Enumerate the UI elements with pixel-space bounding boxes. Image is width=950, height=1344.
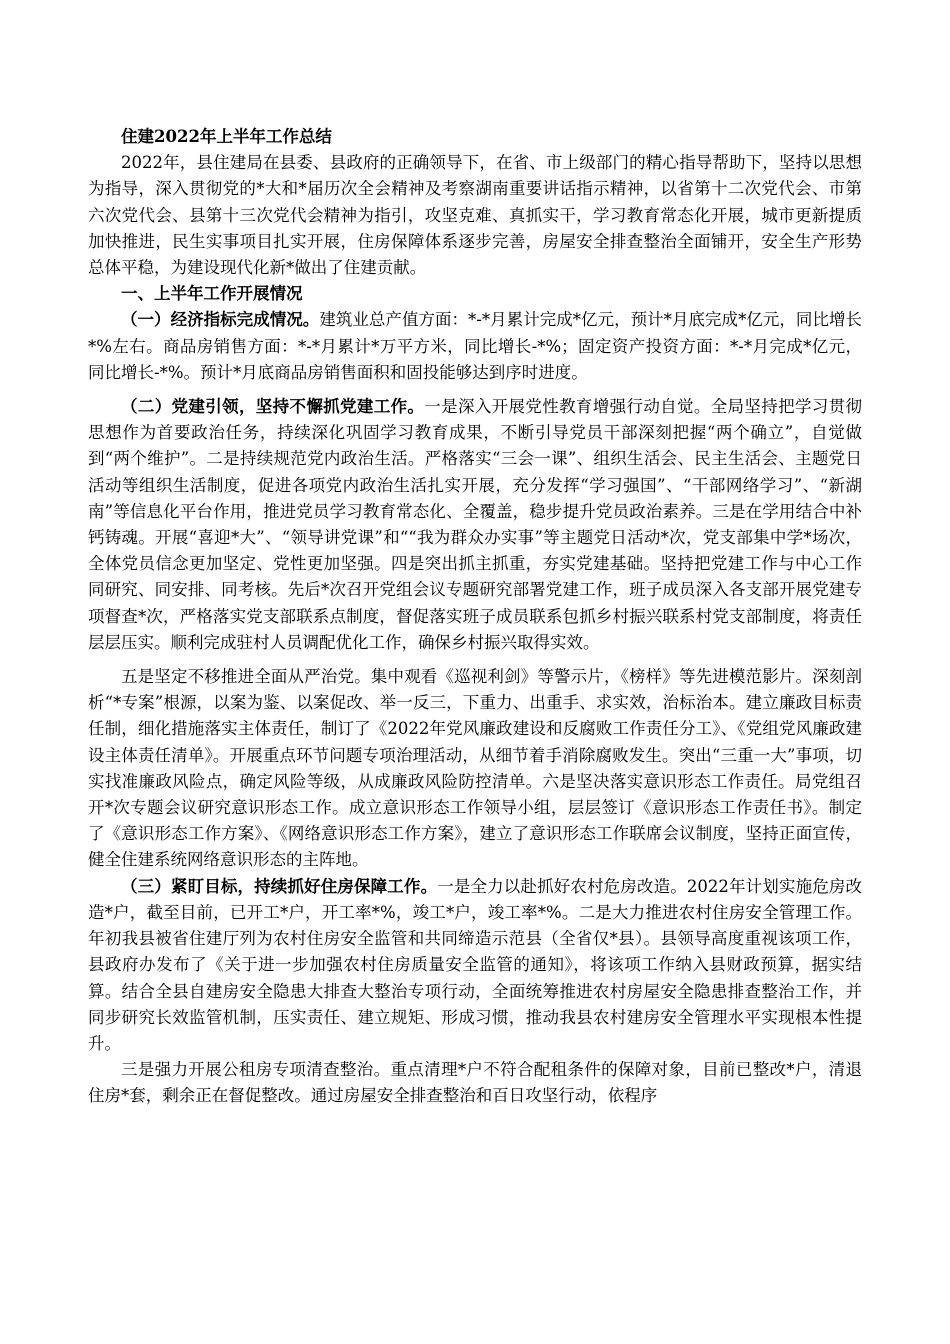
document-page	[88, 120, 862, 1110]
item-3-body: 一是全力以赴抓好农村危房改造。2022年计划实施危房改造*户，截至目前，已开工*户，开工率*%，竣工*户，竣工率*%。二是大力推进农村住房安全管理工作。年初我县被省住建厅列为农村住房安全监管和共同缔造示范县（全省仅*县）。县领导高度重视该项工作，县政府办发布了《关于进一步加强农村住房质量安全监管的通知》，将该项工作纳入县财政预算，据实结算。结合全县自建房安全隐患大排查大整治专项行动，全面统筹推进农村房屋安全隐患排查整治工作，并同步研究长效监管机制，压实责任、建立规矩、形成习惯，推动我县农村建房安全管理水平实现根本性提升。	[88, 876, 862, 1053]
section-heading-1: 一、上半年工作开展情况	[121, 284, 303, 304]
item-2-body: 一是深入开展党性教育增强行动自觉。全局坚持把学习贯彻思想作为首要政治任务，持续深化巩固学习教育成果，不断引导党员干部深刻把握“两个确立”，自觉做到“两个维护”。二是持续规范党内政治生活。严格落实“三会一课”、组织生活会、民主生活会、主题党日活动等组织生活制度，促进各项党内政治生活扎实开展，充分发挥“学习强国”、“干部网络学习”、“新湖南”等信息化平台作用，推进党员学习教育常态化、全覆盖，稳步提升党员政治素养。三是在学用结合中补钙铸魂。开展“喜迎*大”、“领导讲党课”和““我为群众办实事”等主题党日活动*次，党支部集中学*场次，全体党员信念更加坚定、党性更加坚强。四是突出抓主抓重，夯实党建基础。坚持把党建工作与中心工作同研究、同安排、同考核。先后*次召开党组会议专题研究部署党建工作，班子成员深入各支部开展党建专项督查*次，严格落实党支部联系点制度，督促落实班子成员联系包抓乡村振兴联系村党支部制度，将责任层层压实。顺利完成驻村人员调配优化工作，确保乡村振兴取得实效。	[88, 397, 863, 652]
item-2-paragraph	[88, 394, 862, 656]
paragraph-5: 五是坚定不移推进全面从严治党。集中观看《巡视利剑》等警示片，《榜样》等先进模范影片。深刻剖析“*专案”根源，以案为鉴、以案促改、举一反三，下重力、出重手、求实效，治标治本。建立廉政目标责任制，细化措施落实主体责任，制订了《2022年党风廉政建设和反腐败工作责任分工》、《党组党风廉政建设主体责任清单》。开展重点环节问题专项治理活动，从细节着手消除腐败发生。突出“三重一大”事项，切实找准廉政风险点，确定风险等级，从成廉政风险防控清单。六是坚决落实意识形态工作责任。局党组召开*次专题会议研究意识形态工作。成立意识形态工作领导小组，层层签订《意识形态工作责任书》。制定了《意识形态工作方案》、《网络意识形态工作方案》，建立了意识形态工作联席会议制度，坚持正面宣传，健全住建系统网络意识形态的主阵地。	[88, 667, 862, 870]
document-title: 住建2022年上半年工作总结	[121, 127, 332, 146]
item-1-paragraph	[88, 307, 862, 386]
last-paragraph: 三是强力开展公租房专项清查整治。重点清理*户不符合配租条件的保障对象，目前已整改*户，清退住房*套，剩余正在督促整改。通过房屋安全排查整治和百日攻坚行动，依程序	[88, 1060, 862, 1106]
item-3-heading: （三）紧盯目标，持续抓好住房保障工作。	[121, 876, 438, 896]
intro-paragraph: 2022年，县住建局在县委、县政府的正确领导下，在省、市上级部门的精心指导帮助下，坚持以思想为指导，深入贯彻党的*大和*届历次全会精神及考察湖南重要讲话指示精神，以省第十二次党代会、市第六次党代会、县第十三次党代会精神为指引，攻坚克难、真抓实干，学习教育常态化开展，城市更新提质加快推进，民生实事项目扎实开展，住房保障体系逐步完善，房屋安全排查整治全面铺开，安全生产形势总体平稳，为建设现代化新*做出了住建贡献。	[88, 153, 862, 278]
item-1-heading: （一）经济指标完成情况。	[121, 310, 320, 330]
item-1-body: 建筑业总产值方面：*-*月累计完成*亿元，预计*月底完成*亿元，同比增长*%左右。商品房销售方面：*-*月累计*万平方米，同比增长-*%；固定资产投资方面：*-*月完成*亿元，同比增长-*%。预计*月底商品房销售面积和固投能够达到序时进度。	[88, 310, 862, 382]
item-2-heading: （二）党建引领，坚持不懈抓党建工作。	[121, 397, 425, 417]
item-3-paragraph	[88, 874, 862, 1057]
